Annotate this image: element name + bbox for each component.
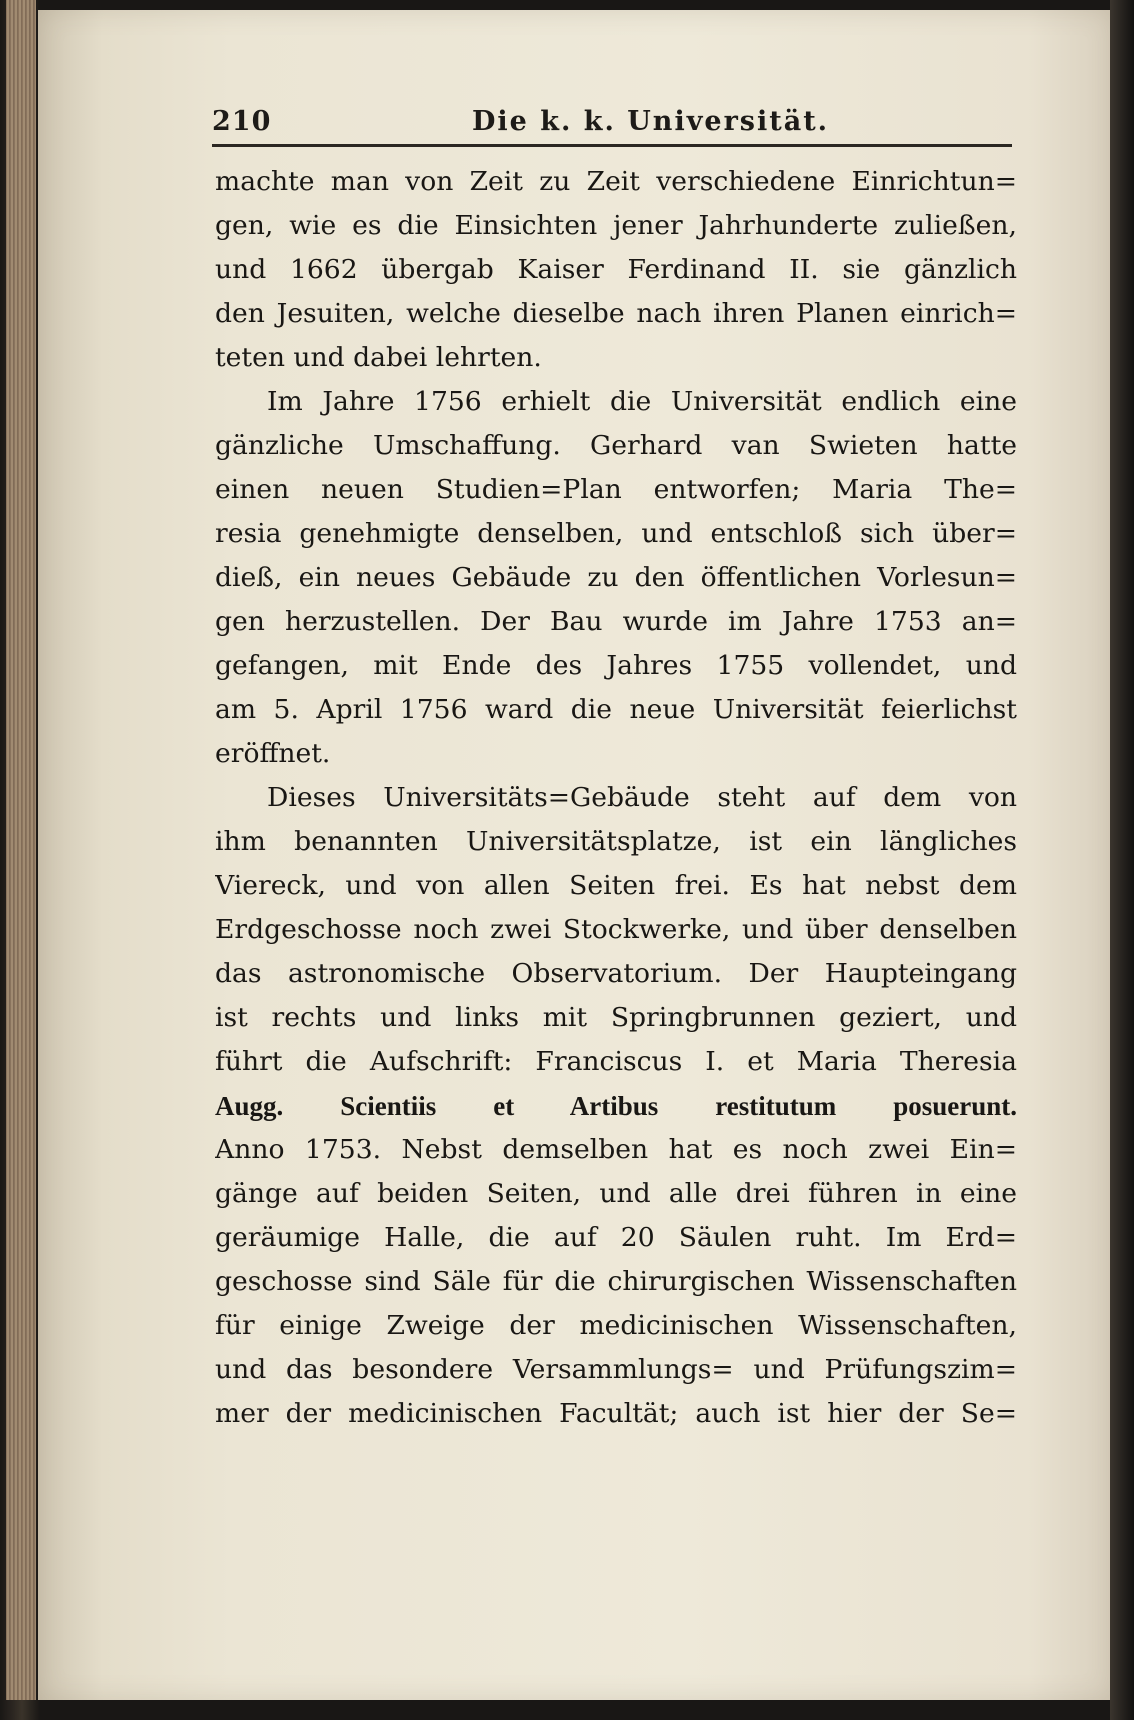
text-line: Dieses Universitäts=Gebäude steht auf dem von — [267, 782, 1017, 813]
text-line: gänge auf beiden Seiten, und alle drei führen in eine — [215, 1178, 1017, 1209]
text-line: gen herzustellen. Der Bau wurde im Jahre 1753 an= — [215, 606, 1017, 637]
text-line: und 1662 übergab Kaiser Ferdinand II. sie gänzlich — [215, 254, 1017, 285]
text-line: geräumige Halle, die auf 20 Säulen ruht. Im Erd= — [215, 1222, 1017, 1253]
text-line: Erdgeschosse noch zwei Stockwerke, und über denselben — [215, 914, 1017, 945]
text-line: und das besondere Versammlungs= und Prüfungszim= — [215, 1354, 1017, 1385]
text-line: teten und dabei lehrten. — [215, 342, 542, 373]
text-line: Anno 1753. Nebst demselben hat es noch zwei Ein= — [215, 1134, 1017, 1165]
text-line: gänzliche Umschaffung. Gerhard van Swieten hatte — [215, 430, 1017, 461]
page-number: 210 — [212, 106, 272, 137]
text-line: machte man von Zeit zu Zeit verschiedene Einrichtun= — [215, 166, 1017, 197]
text-line: für einige Zweige der medicinischen Wissenschaften, — [215, 1310, 1017, 1341]
text-line: Augg. Scientiis et Artibus restitutum posuerunt. — [215, 1091, 1017, 1121]
text-line: Im Jahre 1756 erhielt die Universität endlich eine — [267, 386, 1017, 417]
text-line: mer der medicinischen Facultät; auch ist hier der Se= — [215, 1398, 1017, 1429]
text-line: resia genehmigte denselben, und entschloß sich über= — [215, 518, 1017, 549]
text-line: gen, wie es die Einsichten jener Jahrhunderte zuließen, — [215, 210, 1017, 241]
book-fore-edge — [6, 0, 36, 1700]
body-text — [215, 160, 1017, 1436]
text-line: geschosse sind Säle für die chirurgischen Wissenschaften — [215, 1266, 1017, 1297]
text-line: gefangen, mit Ende des Jahres 1755 vollendet, und — [215, 650, 1017, 681]
text-line: das astronomische Observatorium. Der Haupteingang — [215, 958, 1017, 989]
header-rule — [212, 144, 1012, 147]
text-line: ist rechts und links mit Springbrunnen geziert, und — [215, 1002, 1017, 1033]
text-line: führt die Aufschrift: Franciscus I. et Maria Theresia — [215, 1046, 1017, 1077]
text-line: einen neuen Studien=Plan entworfen; Maria The= — [215, 474, 1017, 505]
page-header — [212, 106, 1012, 144]
text-line: ihm benannten Universitätsplatze, ist ein längliches — [215, 826, 1017, 857]
scan-right-edge — [1110, 0, 1134, 1720]
running-title: Die k. k. Universität. — [472, 106, 830, 137]
text-line: am 5. April 1756 ward die neue Universität feierlichst — [215, 694, 1017, 725]
text-line: den Jesuiten, welche dieselbe nach ihren Planen einrich= — [215, 298, 1017, 329]
text-line: dieß, ein neues Gebäude zu den öffentlichen Vorlesun= — [215, 562, 1017, 593]
text-line: eröffnet. — [215, 738, 331, 769]
text-line: Viereck, und von allen Seiten frei. Es hat nebst dem — [215, 870, 1017, 901]
